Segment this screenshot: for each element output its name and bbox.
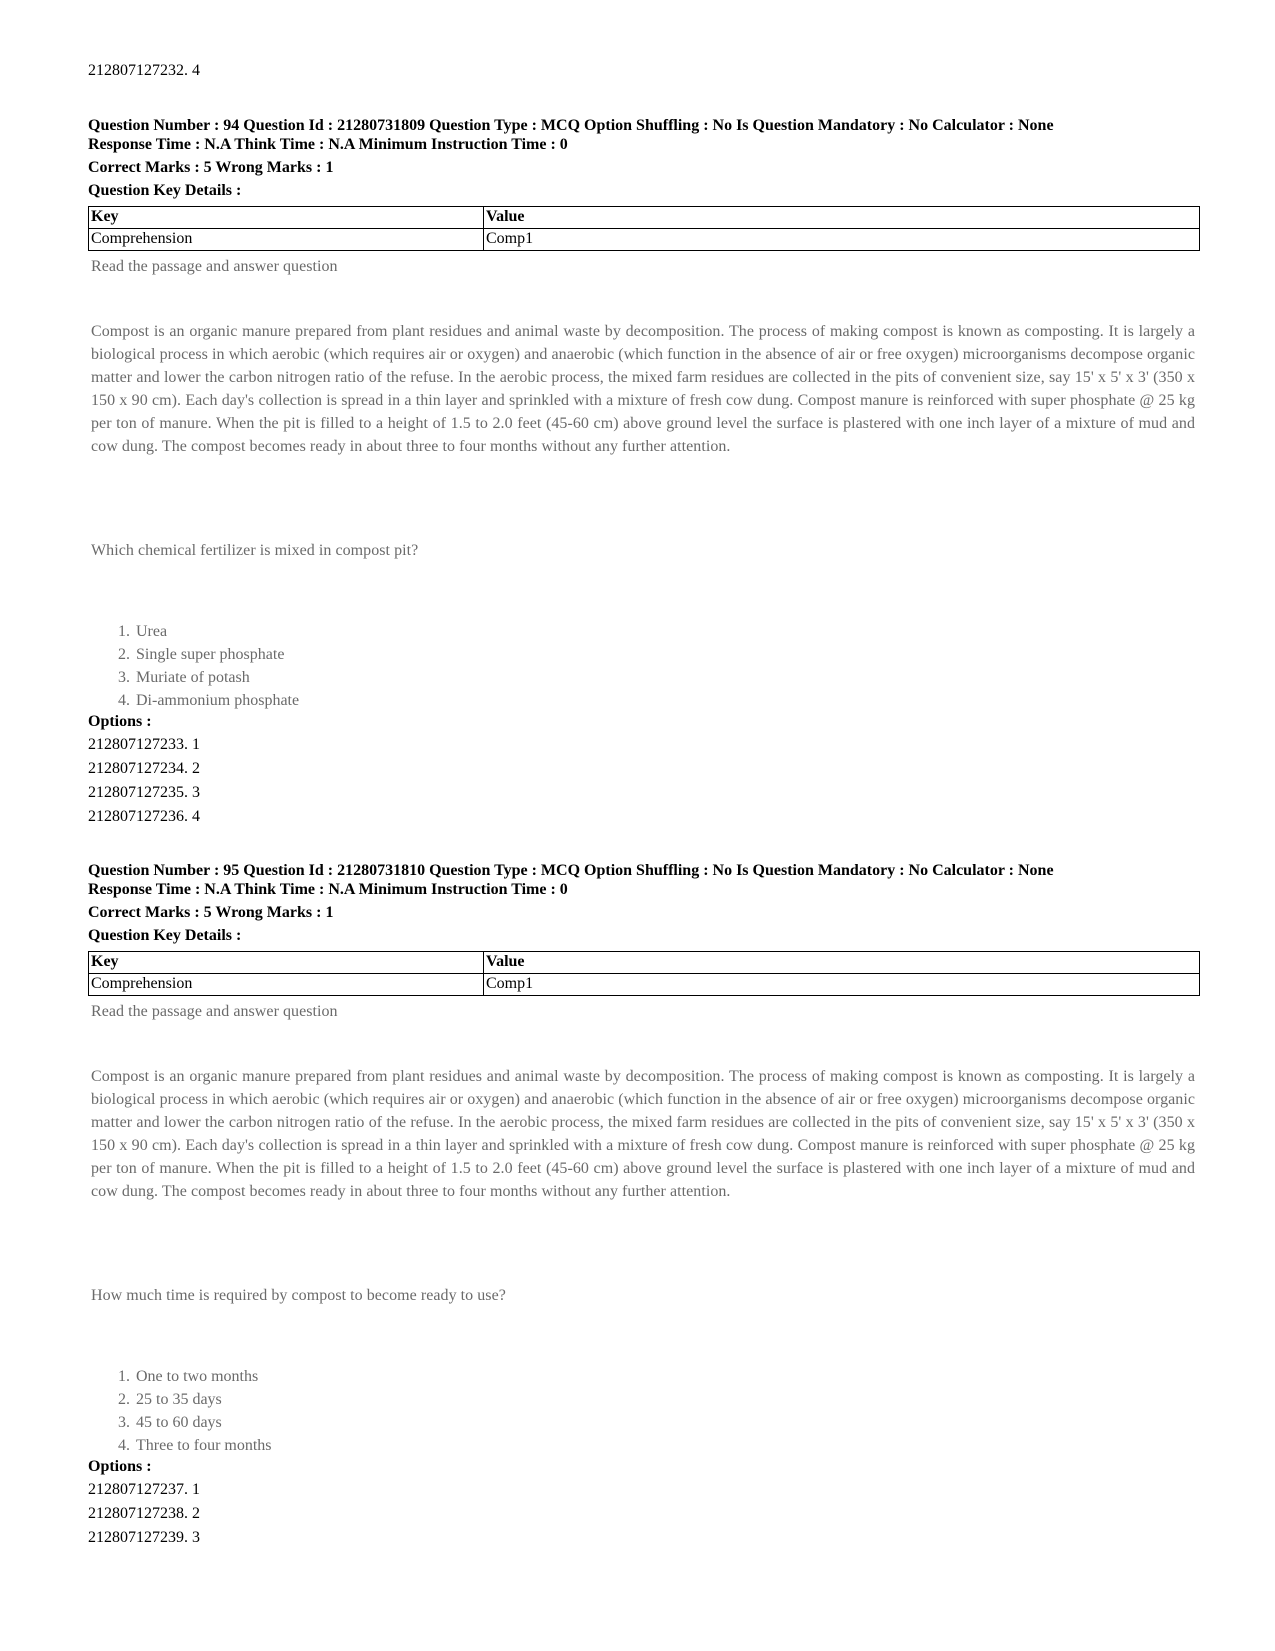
question-meta-line: Question Number : 94 Question Id : 21280731809 Question Type : MCQ Option Shuffling : No Is Question Mandatory : No Calculator : None (88, 117, 1054, 134)
list-item: 1. Urea (134, 620, 299, 643)
table-header-key: Key (89, 952, 484, 974)
table-header-row (89, 207, 1200, 229)
choice-list (112, 1365, 272, 1457)
options-label: Options : (88, 1458, 152, 1475)
option-id: 212807127234. 2 (88, 760, 200, 777)
table-cell-key: Comprehension (89, 974, 484, 996)
table-header-value: Value (484, 207, 1200, 229)
option-id: 212807127233. 1 (88, 736, 200, 753)
option-id: 212807127236. 4 (88, 808, 200, 825)
question-meta-line: Question Number : 95 Question Id : 21280731810 Question Type : MCQ Option Shuffling : No Is Question Mandatory : No Calculator : None (88, 862, 1054, 879)
question-meta-line-2: Response Time : N.A Think Time : N.A Minimum Instruction Time : 0 (88, 136, 568, 153)
key-details-label: Question Key Details : (88, 927, 242, 944)
table-cell-value: Comp1 (484, 229, 1200, 251)
option-id: 212807127239. 3 (88, 1529, 200, 1546)
list-item: 2. 25 to 35 days (134, 1388, 272, 1411)
table-row (89, 974, 1200, 996)
table-row (89, 229, 1200, 251)
list-item: 3. Muriate of potash (134, 666, 299, 689)
option-id-list (88, 733, 200, 829)
passage-text: Compost is an organic manure prepared from plant residues and animal waste by decomposition. The process of making compost is known as composting. It is largely a biological process in which aerobic (which requires air or oxygen) and anaerobic (which function in the absence of air or free oxygen) microorganisms decompose organic matter and lower the carbon nitrogen ratio of the refuse. In the aerobic process, the mixed farm residues are collected in the pits of convenient size, say 15' x 5' x 3' (350 x 150 x 90 cm). Each day's collection is spread in a thin layer and sprinkled with a mixture of fresh cow dung. Compost manure is reinforced with super phosphate @ 25 kg per ton of manure. When the pit is filled to a height of 1.5 to 2.0 feet (45-60 cm) above ground level the surface is plastered with one inch layer of a mixture of mud and cow dung. The compost becomes ready in about three to four months without any further attention. (91, 323, 1195, 455)
list-item: 3. 45 to 60 days (134, 1411, 272, 1434)
table-header-key: Key (89, 207, 484, 229)
key-details-label: Question Key Details : (88, 182, 242, 199)
list-item: 4. Three to four months (134, 1434, 272, 1457)
choice-list (112, 620, 299, 712)
table-header-value: Value (484, 952, 1200, 974)
question-text: Which chemical fertilizer is mixed in compost pit? (91, 542, 419, 559)
option-id-list (88, 1478, 200, 1550)
marks-line: Correct Marks : 5 Wrong Marks : 1 (88, 904, 334, 921)
instruction-text: Read the passage and answer question (91, 258, 338, 275)
option-id: 212807127237. 1 (88, 1481, 200, 1498)
key-details-table (88, 951, 1200, 996)
table-header-row (89, 952, 1200, 974)
question-text: How much time is required by compost to become ready to use? (91, 1287, 506, 1304)
answer-id-line: 212807127232. 4 (88, 62, 200, 79)
table-cell-value: Comp1 (484, 974, 1200, 996)
options-label: Options : (88, 713, 152, 730)
option-id: 212807127235. 3 (88, 784, 200, 801)
marks-line: Correct Marks : 5 Wrong Marks : 1 (88, 159, 334, 176)
question-meta-line-2: Response Time : N.A Think Time : N.A Minimum Instruction Time : 0 (88, 881, 568, 898)
list-item: 4. Di-ammonium phosphate (134, 689, 299, 712)
passage-text: Compost is an organic manure prepared from plant residues and animal waste by decomposition. The process of making compost is known as composting. It is largely a biological process in which aerobic (which requires air or oxygen) and anaerobic (which function in the absence of air or free oxygen) microorganisms decompose organic matter and lower the carbon nitrogen ratio of the refuse. In the aerobic process, the mixed farm residues are collected in the pits of convenient size, say 15' x 5' x 3' (350 x 150 x 90 cm). Each day's collection is spread in a thin layer and sprinkled with a mixture of fresh cow dung. Compost manure is reinforced with super phosphate @ 25 kg per ton of manure. When the pit is filled to a height of 1.5 to 2.0 feet (45-60 cm) above ground level the surface is plastered with one inch layer of a mixture of mud and cow dung. The compost becomes ready in about three to four months without any further attention. (91, 1068, 1195, 1200)
list-item: 1. One to two months (134, 1365, 272, 1388)
list-item: 2. Single super phosphate (134, 643, 299, 666)
table-cell-key: Comprehension (89, 229, 484, 251)
instruction-text: Read the passage and answer question (91, 1003, 338, 1020)
key-details-table (88, 206, 1200, 251)
option-id: 212807127238. 2 (88, 1505, 200, 1522)
